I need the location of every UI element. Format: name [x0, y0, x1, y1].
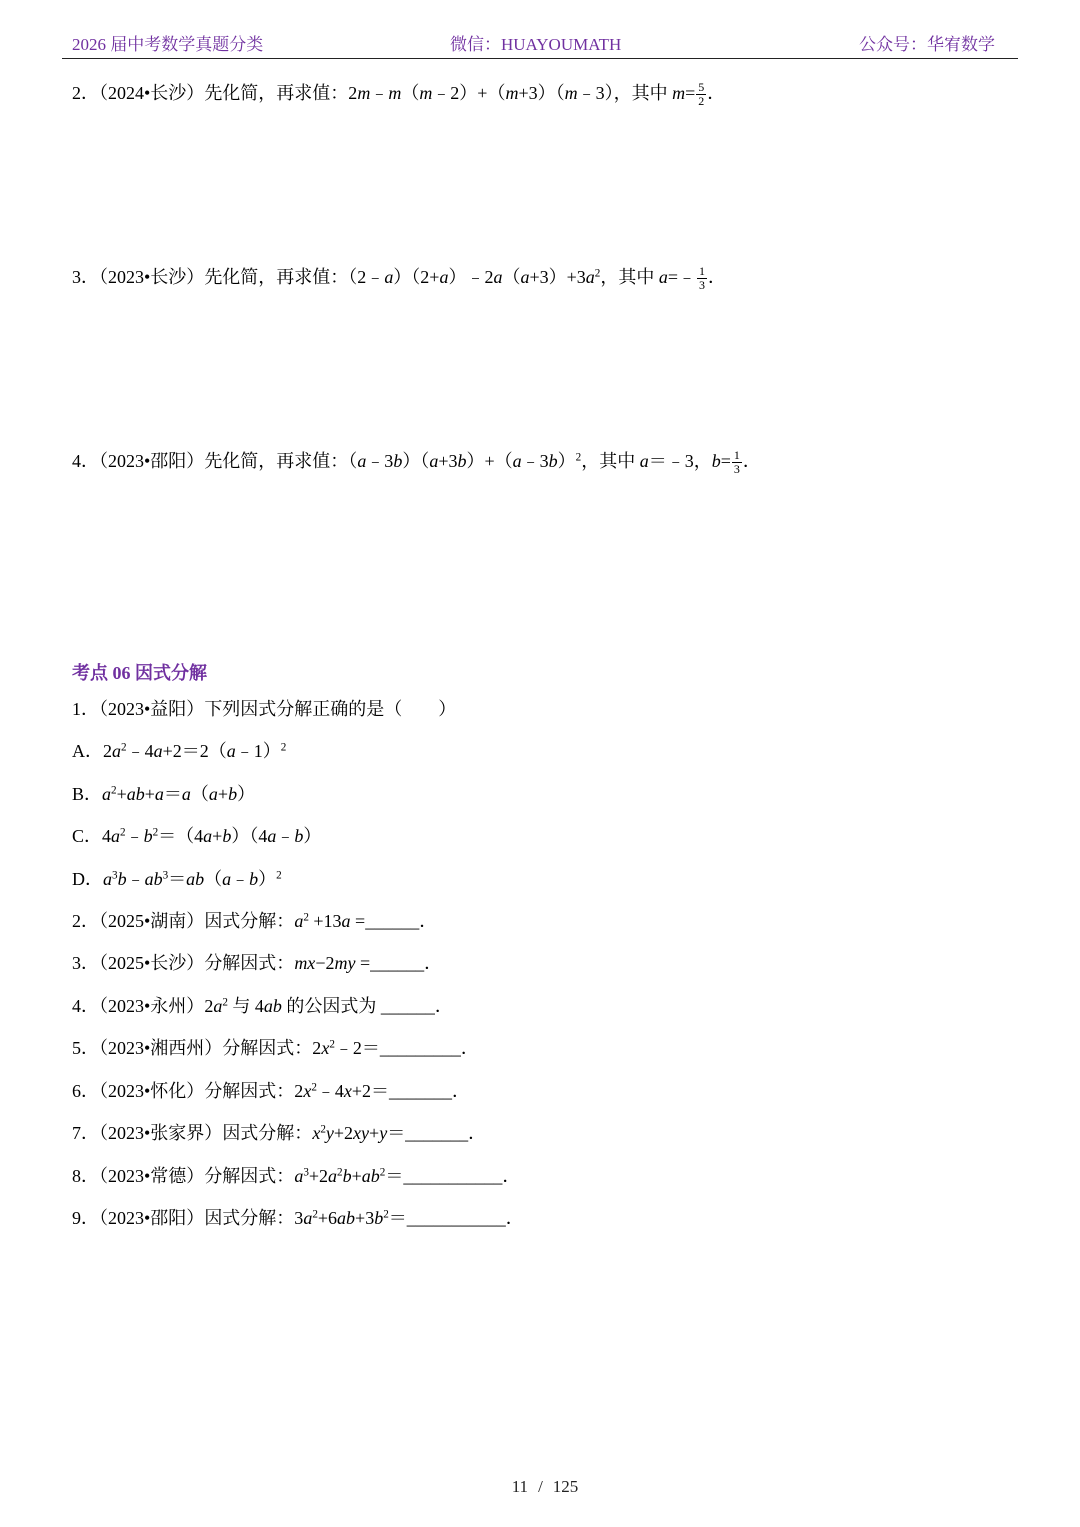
text-run: 因式分解：: [204, 911, 295, 931]
question-text: [222, 1123, 486, 1143]
text-run: 与 4: [227, 996, 264, 1016]
text-run: ）﹣2: [448, 267, 494, 287]
header-wechat-id: 微信：HUAYOUMATH: [450, 35, 622, 54]
math-variable: b: [117, 869, 127, 889]
text-run: ）: [557, 451, 576, 471]
math-variable: a: [639, 451, 649, 471]
question-text: [204, 1208, 523, 1228]
math-variable: ab: [186, 869, 205, 889]
question-text: [204, 1166, 520, 1186]
text-run: 先化简，再求值：（: [204, 451, 358, 471]
factor-question-1: [72, 697, 456, 721]
math-variable: a: [658, 267, 668, 287]
question-text: [204, 996, 453, 1016]
exponent: 2: [379, 1166, 386, 1179]
text-run: ，其中: [600, 267, 659, 287]
question-number: 2．: [72, 83, 99, 103]
text-run: +2＝_______．: [351, 1081, 471, 1101]
text-run: ﹣1）: [235, 741, 281, 761]
factor-question-7: [72, 1121, 486, 1145]
simplify-question-2: [72, 81, 725, 108]
text-run: 2: [103, 741, 112, 761]
option-a: [72, 739, 286, 763]
text-run: 的公因式为 ______．: [281, 996, 453, 1016]
text-run: 分解因式：: [204, 1166, 295, 1186]
text-run: ）+（: [466, 451, 513, 471]
text-run: +: [116, 784, 127, 804]
option-label: D．: [72, 869, 103, 889]
math-variable: m: [505, 83, 519, 103]
math-variable: m: [419, 83, 433, 103]
text-run: 下列因式分解正确的是（ ）: [204, 699, 457, 719]
exponent: 2: [383, 1208, 389, 1221]
math-variable: y: [325, 1123, 334, 1143]
question-text: [204, 80, 726, 109]
question-text: [204, 1081, 470, 1101]
text-run: ﹣: [231, 869, 250, 889]
exponent: 2: [337, 1166, 343, 1179]
header-series-title: 2026 届中考数学真题分类: [72, 35, 264, 54]
math-variable: x: [312, 1123, 321, 1143]
question-number: 2．: [72, 911, 99, 931]
math-variable: m: [672, 83, 686, 103]
exponent: 2: [311, 1081, 317, 1094]
math-variable: a: [208, 784, 218, 804]
text-run: ﹣: [276, 826, 295, 846]
question-source: （2024•长沙）: [99, 83, 205, 103]
text-run: +3）（: [518, 83, 565, 103]
text-run: ＝_______．: [387, 1123, 487, 1143]
fraction: [732, 449, 742, 476]
exponent: 2: [222, 996, 228, 1009]
question-source: （2023•邵阳）: [99, 1208, 205, 1228]
exponent: 2: [312, 1208, 318, 1221]
exponent: 2: [152, 826, 159, 839]
math-variable: a: [384, 267, 394, 287]
math-variable: m: [388, 83, 402, 103]
exponent: 2: [575, 451, 582, 464]
text-run: +: [351, 1166, 362, 1186]
math-variable: ab: [126, 784, 145, 804]
fraction-numerator: 1: [733, 448, 740, 463]
math-variable: ab: [263, 996, 282, 1016]
text-run: 因式分解：: [222, 1123, 313, 1143]
text-run: 先化简，再求值：（2﹣: [204, 267, 385, 287]
question-source: （2023•湘西州）: [99, 1038, 223, 1058]
math-variable: b: [294, 826, 304, 846]
math-variable: ab: [337, 1208, 356, 1228]
page-number: [0, 1475, 1080, 1499]
exponent: 3: [303, 1166, 309, 1179]
header-divider: [62, 58, 1018, 59]
math-variable: a: [303, 1208, 313, 1228]
question-number: 4．: [72, 996, 99, 1016]
text-run: ＝（4: [158, 826, 204, 846]
option-text: [102, 826, 321, 846]
option-d: [72, 867, 282, 891]
text-run: 先化简，再求值：2: [204, 83, 358, 103]
text-run: ）（: [402, 451, 430, 471]
page-separator: /: [538, 1477, 543, 1496]
text-run: +: [144, 784, 155, 804]
exponent: 2: [120, 826, 126, 839]
option-text: [103, 869, 282, 889]
factor-question-9: [72, 1206, 524, 1230]
text-run: ﹣3），其中: [577, 83, 673, 103]
text-run: （: [401, 83, 420, 103]
question-number: 5．: [72, 1038, 99, 1058]
text-run: ）: [237, 784, 256, 804]
total-pages: 125: [552, 1477, 579, 1496]
question-source: （2023•长沙）: [99, 267, 205, 287]
text-run: （: [502, 267, 521, 287]
text-run: ．: [742, 451, 761, 471]
text-run: 因式分解：3: [204, 1208, 304, 1228]
option-text: [102, 784, 255, 804]
text-run: ＝___________．: [385, 1166, 521, 1186]
question-source: （2023•邵阳）: [99, 451, 205, 471]
question-source: （2023•永州）: [99, 996, 205, 1016]
math-variable: x: [321, 1038, 330, 1058]
question-source: （2023•益阳）: [99, 699, 205, 719]
math-variable: a: [222, 869, 232, 889]
text-run: +3）+3: [529, 267, 586, 287]
text-run: =______．: [350, 911, 438, 931]
factor-question-3: [72, 951, 442, 975]
math-variable: ab: [361, 1166, 380, 1186]
exponent: 2: [303, 911, 309, 924]
factor-question-5: [72, 1036, 479, 1060]
simplify-question-4: [72, 449, 761, 476]
question-number: 6．: [72, 1081, 99, 1101]
math-variable: a: [512, 451, 522, 471]
exponent: 2: [329, 1038, 335, 1051]
math-variable: b: [249, 869, 259, 889]
text-run: ﹣: [125, 826, 144, 846]
math-variable: a: [493, 267, 503, 287]
text-run: +13: [308, 911, 342, 931]
current-page: 11: [511, 1477, 529, 1496]
question-number: 9．: [72, 1208, 99, 1228]
math-variable: y: [379, 1123, 388, 1143]
option-c: [72, 824, 321, 848]
exponent: 2: [121, 741, 127, 754]
factor-question-2: [72, 909, 437, 933]
text-run: ＝___________．: [388, 1208, 524, 1228]
question-text: [204, 448, 761, 477]
text-run: +2＝2（: [162, 741, 227, 761]
math-variable: b: [143, 826, 153, 846]
text-run: ．: [708, 267, 727, 287]
math-variable: ab: [144, 869, 163, 889]
option-text: [103, 741, 286, 761]
math-variable: a: [153, 741, 163, 761]
math-variable: a: [439, 267, 449, 287]
text-run: ﹣3: [521, 451, 549, 471]
question-text: [204, 953, 442, 973]
text-run: （: [204, 869, 223, 889]
text-run: +: [212, 826, 223, 846]
text-run: ﹣2＝_________．: [334, 1038, 479, 1058]
math-variable: mx: [294, 953, 316, 973]
text-run: =______．: [355, 953, 443, 973]
question-text: [204, 911, 437, 931]
text-run: ﹣4: [316, 1081, 344, 1101]
fraction: [696, 81, 706, 108]
question-text: [204, 699, 456, 719]
option-label: A．: [72, 741, 103, 761]
text-run: ）（2+: [393, 267, 440, 287]
math-variable: a: [328, 1166, 338, 1186]
math-variable: a: [357, 451, 367, 471]
math-variable: b: [457, 451, 467, 471]
math-variable: a: [111, 826, 121, 846]
question-text: [204, 264, 727, 293]
text-run: ＝: [168, 869, 187, 889]
math-variable: a: [203, 826, 213, 846]
text-run: ．: [707, 83, 726, 103]
fraction-numerator: 1: [699, 264, 706, 279]
math-variable: b: [374, 1208, 384, 1228]
text-run: +2: [308, 1166, 329, 1186]
question-number: 4．: [72, 451, 99, 471]
math-variable: m: [357, 83, 371, 103]
math-variable: a: [341, 911, 351, 931]
math-variable: a: [181, 784, 191, 804]
exponent: 3: [162, 869, 169, 882]
math-variable: a: [294, 1166, 304, 1186]
option-label: B．: [72, 784, 103, 804]
text-run: −2: [315, 953, 335, 973]
fraction-numerator: 5: [698, 80, 705, 95]
question-text: [222, 1038, 479, 1058]
factor-question-8: [72, 1164, 520, 1188]
text-run: ﹣: [370, 83, 389, 103]
math-variable: a: [294, 911, 304, 931]
text-run: =: [685, 83, 696, 103]
text-run: 2: [204, 996, 214, 1016]
math-variable: x: [303, 1081, 312, 1101]
text-run: 分解因式：: [204, 953, 295, 973]
question-source: （2023•张家界）: [99, 1123, 223, 1143]
exponent: 2: [276, 869, 282, 882]
math-variable: a: [112, 741, 121, 761]
option-b: [72, 782, 255, 806]
question-number: 1．: [72, 699, 99, 719]
text-run: =: [720, 451, 731, 471]
fraction-denominator: 3: [699, 278, 706, 293]
exponent: 3: [112, 869, 118, 882]
text-run: ﹣4: [126, 741, 154, 761]
text-run: ＝: [163, 784, 182, 804]
text-run: ）: [303, 826, 322, 846]
math-variable: xy: [353, 1123, 370, 1143]
text-run: ，其中: [581, 451, 640, 471]
math-variable: b: [548, 451, 558, 471]
fraction-denominator: 2: [698, 94, 705, 109]
text-run: +3: [355, 1208, 375, 1228]
math-variable: a: [154, 784, 164, 804]
math-variable: b: [342, 1166, 352, 1186]
math-variable: b: [222, 826, 232, 846]
simplify-question-3: [72, 265, 726, 292]
math-variable: a: [520, 267, 530, 287]
option-label: C．: [72, 826, 103, 846]
math-variable: a: [226, 741, 236, 761]
exponent: 2: [111, 784, 117, 797]
text-run: ﹣: [126, 869, 145, 889]
text-run: ）: [258, 869, 277, 889]
text-run: ）（4: [231, 826, 268, 846]
math-variable: a: [102, 784, 112, 804]
fraction-denominator: 3: [733, 462, 740, 477]
text-run: 4: [102, 826, 112, 846]
factor-question-4: [72, 994, 453, 1018]
math-variable: m: [564, 83, 578, 103]
math-variable: a: [213, 996, 223, 1016]
text-run: 分解因式：2: [204, 1081, 304, 1101]
text-run: ﹣2）+（: [432, 83, 506, 103]
text-run: 分解因式：2: [222, 1038, 322, 1058]
math-variable: b: [228, 784, 238, 804]
exponent: 2: [594, 267, 601, 280]
text-run: +6: [317, 1208, 338, 1228]
math-variable: b: [711, 451, 721, 471]
question-number: 3．: [72, 953, 99, 973]
question-source: （2025•长沙）: [99, 953, 205, 973]
math-variable: a: [267, 826, 277, 846]
exponent: 2: [280, 741, 287, 754]
factor-question-6: [72, 1079, 470, 1103]
text-run: ＝﹣3，: [648, 451, 712, 471]
question-source: （2025•湖南）: [99, 911, 205, 931]
text-run: +2: [333, 1123, 354, 1143]
math-variable: a: [103, 869, 112, 889]
text-run: （: [190, 784, 209, 804]
math-variable: a: [429, 451, 439, 471]
question-source: （2023•常德）: [99, 1166, 205, 1186]
question-number: 7．: [72, 1123, 99, 1143]
question-source: （2023•怀化）: [99, 1081, 205, 1101]
header-official-account: 公众号：华宥数学: [859, 35, 995, 54]
question-number: 8．: [72, 1166, 99, 1186]
math-variable: a: [585, 267, 595, 287]
fraction: [697, 265, 707, 292]
exponent: 2: [320, 1123, 326, 1136]
math-variable: my: [334, 953, 356, 973]
text-run: ﹣3: [366, 451, 394, 471]
text-run: +: [217, 784, 229, 804]
math-variable: b: [393, 451, 403, 471]
question-number: 3．: [72, 267, 99, 287]
section-title: 考点 06 因式分解: [72, 663, 207, 683]
text-run: =﹣: [667, 267, 697, 287]
text-run: +: [369, 1123, 380, 1143]
math-variable: x: [343, 1081, 352, 1101]
text-run: +3: [438, 451, 458, 471]
